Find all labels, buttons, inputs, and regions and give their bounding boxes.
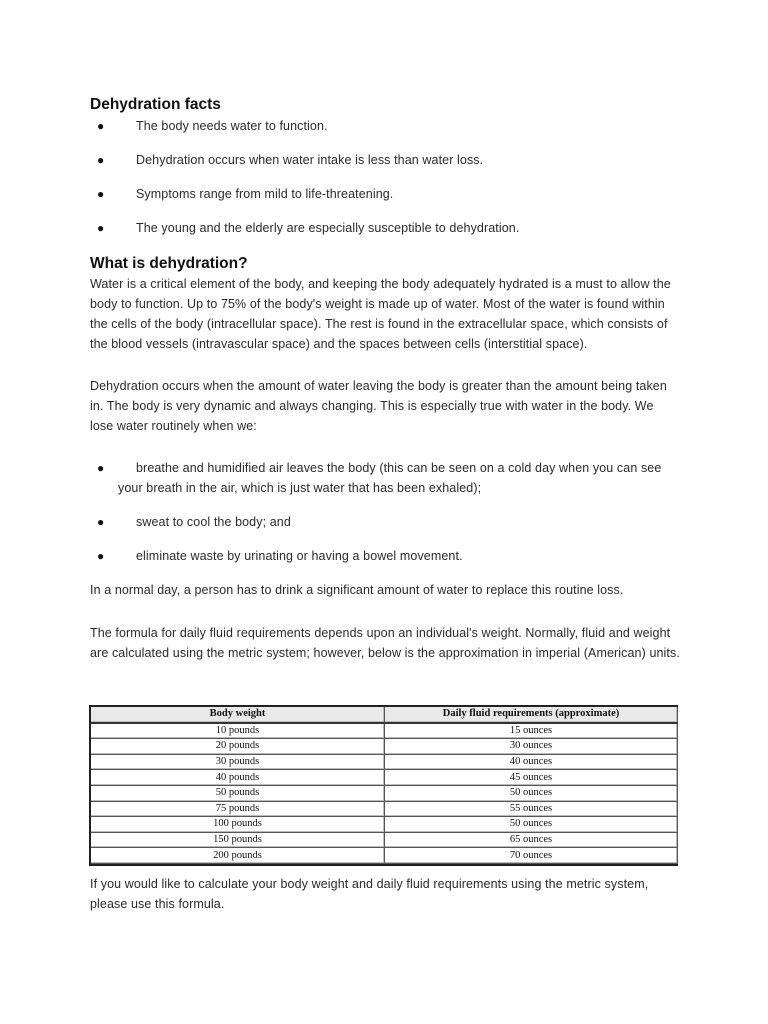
list-item: ● eliminate waste by urinating or having a bowel movement.: [90, 546, 680, 566]
table-row: [91, 724, 678, 740]
table-row: [91, 802, 678, 818]
fluid-cell: 70 ounces: [385, 848, 678, 864]
fluid-cell: 40 ounces: [385, 755, 678, 771]
list-item: ● breathe and humidified air leaves the body (this can be seen on a cold day when you can see your breath in the air, which is just water that has been exhaled);: [90, 458, 680, 498]
fluid-cell: 15 ounces: [385, 724, 678, 740]
table-row: [91, 786, 678, 802]
paragraph-water-body: Water is a critical element of the body, and keeping the body adequately hydrated is a must to allow the body to function. Up to 75% of the body's weight is made up of water. Most of the water is found within the cells of the body (intracellular space). The rest is found in the extracellular space, which consists of the blood vessels (intravascular space) and the spaces between cells (interstitial space).: [90, 277, 671, 351]
heading-dehydration-facts: Dehydration facts: [90, 96, 221, 113]
bullet-icon: ●: [97, 461, 105, 475]
list-item: ● Dehydration occurs when water intake is less than water loss.: [90, 150, 680, 170]
heading-what-is-dehydration: What is dehydration?: [90, 255, 248, 272]
list-item: ● Symptoms range from mild to life-threatening.: [90, 184, 680, 204]
column-header-body-weight: Body weight: [91, 707, 385, 724]
bullet-icon: ●: [97, 221, 105, 235]
table-header-row: [91, 707, 678, 724]
bullet-icon: ●: [97, 153, 105, 167]
table-row: [91, 739, 678, 755]
fluid-cell: 65 ounces: [385, 833, 678, 849]
table-row: [91, 833, 678, 849]
body-weight-cell: 50 pounds: [91, 786, 385, 802]
facts-list: [90, 116, 680, 238]
column-header-daily-fluid: Daily fluid requirements (approximate): [385, 707, 678, 724]
body-weight-cell: 100 pounds: [91, 817, 385, 833]
body-weight-cell: 200 pounds: [91, 848, 385, 864]
fluid-cell: 50 ounces: [385, 817, 678, 833]
bullet-icon: ●: [97, 187, 105, 201]
paragraph-formula: The formula for daily fluid requirements depends upon an individual's weight. Normally, fluid and weight are calculated using the metric system; however, below is the approximation in imperial (American) units.: [90, 626, 680, 660]
paragraph-metric-formula: If you would like to calculate your body weight and daily fluid requirements using the metric system, please use this formula.: [90, 877, 649, 911]
body-weight-cell: 40 pounds: [91, 770, 385, 786]
list-item: ● The body needs water to function.: [90, 116, 680, 136]
fluid-cell: 45 ounces: [385, 770, 678, 786]
fluid-cell: 30 ounces: [385, 739, 678, 755]
body-weight-cell: 20 pounds: [91, 739, 385, 755]
list-item: ● sweat to cool the body; and: [90, 512, 680, 532]
fluid-cell: 50 ounces: [385, 786, 678, 802]
fluid-requirements-table: [89, 705, 678, 866]
body-weight-cell: 75 pounds: [91, 802, 385, 818]
paragraph-dehydration-occurs: Dehydration occurs when the amount of water leaving the body is greater than the amount being taken in. The body is very dynamic and always changing. This is especially true with water in the body. We lose water routinely when we:: [90, 379, 667, 433]
body-weight-cell: 10 pounds: [91, 724, 385, 740]
fluid-cell: 55 ounces: [385, 802, 678, 818]
table-row: [91, 770, 678, 786]
bullet-icon: ●: [97, 119, 105, 133]
paragraph-normal-day: In a normal day, a person has to drink a significant amount of water to replace this routine loss.: [90, 583, 624, 597]
bullet-icon: ●: [97, 515, 105, 529]
table-row: [91, 817, 678, 833]
bullet-icon: ●: [97, 549, 105, 563]
body-weight-cell: 30 pounds: [91, 755, 385, 771]
table-row: [91, 755, 678, 771]
list-item: ● The young and the elderly are especially susceptible to dehydration.: [90, 218, 680, 238]
water-loss-list: [90, 458, 680, 566]
table-row: [91, 848, 678, 864]
body-weight-cell: 150 pounds: [91, 833, 385, 849]
